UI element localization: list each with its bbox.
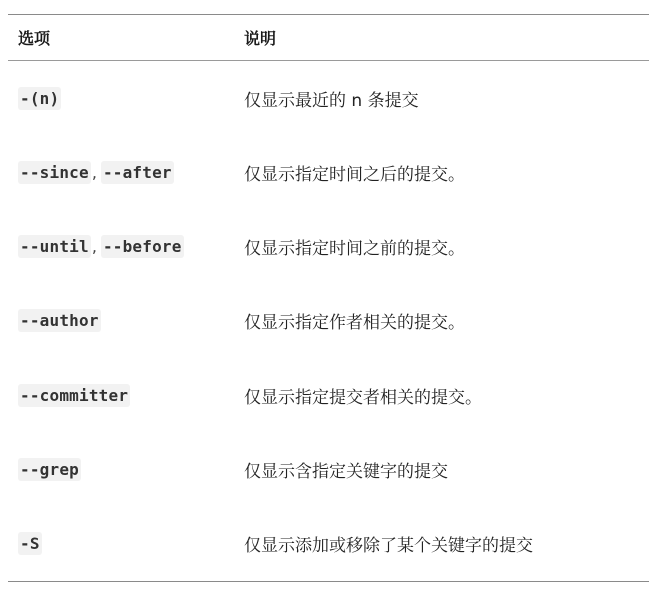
description-cell: 仅显示含指定关键字的提交 (244, 462, 448, 483)
option-cell (8, 235, 244, 258)
option-code: --since (20, 162, 89, 182)
option-code: --after (102, 162, 172, 182)
option-cell (8, 458, 244, 481)
table-row (8, 432, 649, 506)
option-code: -(n) (20, 88, 60, 108)
option-code: --until (20, 237, 89, 257)
option-code: -S (20, 534, 40, 554)
description-cell: 仅显示最近的 n 条提交 (244, 90, 419, 111)
table-row (8, 61, 649, 135)
description-cell: 仅显示指定时间之前的提交。 (244, 239, 465, 260)
option-cell (8, 161, 244, 184)
table-row (8, 358, 649, 432)
table-header (8, 15, 649, 60)
description-cell: 仅显示指定提交者相关的提交。 (244, 387, 482, 408)
option-cell (8, 532, 244, 555)
description-cell: 仅显示指定时间之后的提交。 (244, 164, 465, 185)
option-code: --before (102, 237, 182, 257)
table-row (8, 507, 649, 581)
option-cell (8, 384, 244, 407)
description-cell: 仅显示指定作者相关的提交。 (244, 313, 465, 334)
table-row (8, 284, 649, 358)
description-cell: 仅显示添加或移除了某个关键字的提交 (244, 536, 533, 557)
table-body (8, 61, 649, 581)
options-table (8, 14, 649, 582)
option-code: --committer (20, 385, 129, 405)
option-code: --author (20, 311, 99, 331)
option-separator: , (91, 237, 97, 257)
option-cell (8, 309, 244, 332)
table-row (8, 210, 649, 284)
table-bottom-rule (8, 581, 649, 582)
option-cell (8, 87, 244, 110)
header-description: 说明 (244, 29, 277, 48)
option-separator: , (91, 162, 97, 182)
table-row (8, 135, 649, 209)
option-code: --grep (20, 460, 79, 480)
header-option: 选项 (18, 29, 51, 48)
